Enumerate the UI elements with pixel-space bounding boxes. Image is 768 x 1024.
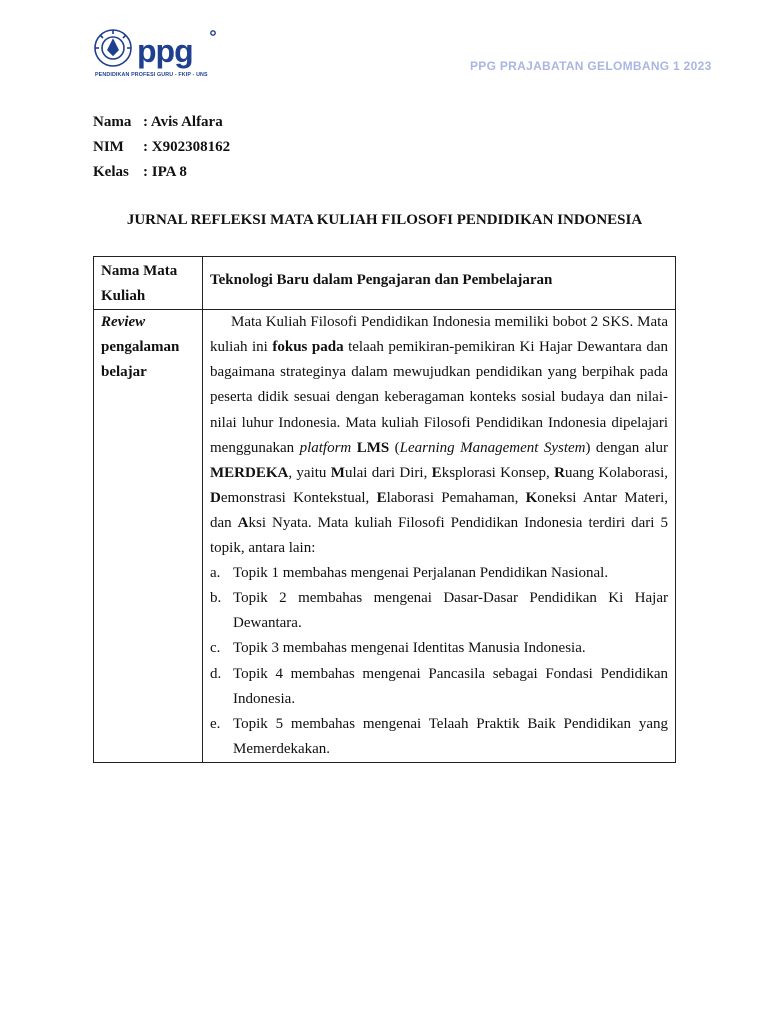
- review-paragraph: [210, 310, 668, 561]
- list-item-text: Topik 2 membahas mengenai Dasar-Dasar Pendidikan Ki Hajar Dewantara.: [233, 590, 668, 632]
- text-run: ksi Nyata. Mata kuliah Filosofi Pendidikan Indonesia terdiri dari 5 topik, antara lain:: [210, 514, 668, 557]
- identity-row-kelas: [93, 160, 230, 185]
- table-row: [94, 257, 676, 310]
- text-run: telaah pemikiran-pemikiran Ki Hajar Dewantara dan bagaimana strateginya dalam mewujudkan pendidikan yang berpihak pada peserta didik sesuai dengan keberagaman konteks sosial budaya dan nilai-nilai luhur Indonesia. Mata kuliah Filosofi Pendidikan Indonesia dipelajari menggunakan: [210, 339, 669, 456]
- text-run: , yaitu: [288, 464, 331, 481]
- list-item: [210, 561, 668, 586]
- review-label-line3: belajar: [101, 364, 147, 381]
- bold-run: MERDEKA: [210, 464, 289, 481]
- list-item: [210, 636, 668, 661]
- list-item: [210, 586, 668, 636]
- acronym-letter: M: [330, 464, 345, 481]
- program-label: PPG PRAJABATAN GELOMBANG 1 2023: [470, 59, 712, 73]
- list-item-text: Topik 5 membahas mengenai Telaah Praktik Baik Pendidikan yang Memerdekakan.: [233, 715, 668, 757]
- list-item-text: Topik 3 membahas mengenai Identitas Manusia Indonesia.: [233, 640, 586, 657]
- logo-subtitle: PENDIDIKAN PROFESI GURU - FKIP - UNS: [95, 72, 208, 78]
- identity-label: Kelas: [93, 164, 129, 180]
- subject-label-cell: [94, 257, 203, 310]
- italic-run: Learning Management System: [399, 439, 586, 456]
- text-run: emonstrasi Kontekstual,: [220, 489, 377, 506]
- subject-title: Teknologi Baru dalam Pengajaran dan Pembelajaran: [210, 272, 553, 288]
- text-run: Mata Kuliah Filosofi Pendidikan Indonesia memiliki bobot 2 SKS. Mata kuliah ini: [210, 314, 668, 356]
- list-marker: c.: [210, 640, 221, 657]
- review-body-cell: [203, 310, 676, 763]
- identity-value: : X902308162: [143, 139, 231, 155]
- identity-row-nim: [93, 135, 230, 160]
- list-item: [210, 712, 668, 762]
- review-label-cell: [94, 310, 203, 763]
- identity-value: : IPA 8: [143, 164, 187, 180]
- identity-label: Nama: [93, 114, 132, 130]
- text-run: ulai dari Diri,: [344, 464, 432, 481]
- list-marker: d.: [210, 665, 222, 682]
- identity-label: NIM: [93, 139, 124, 155]
- ppg-logo-graphic: [93, 28, 223, 72]
- identity-value: : Avis Alfara: [143, 114, 223, 130]
- uns-emblem-icon: [95, 30, 131, 66]
- text-run: ) dengan alur: [585, 439, 669, 456]
- list-marker: e.: [210, 715, 221, 732]
- journal-table: [93, 256, 676, 763]
- text-run: (: [389, 439, 400, 456]
- text-run: oneksi Antar Materi, dan: [210, 489, 668, 531]
- identity-row-nama: [93, 110, 230, 135]
- acronym-letter: D: [210, 489, 221, 506]
- review-label-line2: pengalaman: [101, 339, 180, 356]
- table-row: [94, 310, 676, 763]
- subject-label-line2: Kuliah: [101, 288, 146, 305]
- list-item-text: Topik 4 membahas mengenai Pancasila sebagai Fondasi Pendidikan Indonesia.: [233, 665, 668, 707]
- bold-run: LMS: [356, 439, 390, 456]
- text-run: ksplorasi Konsep,: [441, 464, 555, 481]
- acronym-letter: K: [525, 489, 538, 506]
- text-run: laborasi Pemahaman,: [386, 489, 526, 506]
- topic-list: [210, 561, 668, 762]
- acronym-letter: E: [431, 464, 442, 481]
- list-item-text: Topik 1 membahas mengenai Perjalanan Pendidikan Nasional.: [233, 565, 609, 582]
- logo-dot-icon: [211, 31, 215, 35]
- document-title: JURNAL REFLEKSI MATA KULIAH FILOSOFI PENDIDIKAN INDONESIA: [126, 212, 643, 228]
- list-marker: b.: [210, 590, 222, 607]
- ppg-logo: [93, 28, 233, 84]
- list-item: [210, 662, 668, 712]
- list-marker: a.: [210, 565, 221, 582]
- italic-run: platform: [299, 439, 352, 456]
- logo-wordmark: PPG: [137, 33, 193, 69]
- subject-label-line1: Nama Mata: [101, 263, 178, 279]
- acronym-letter: A: [237, 514, 249, 531]
- bold-run: fokus pada: [272, 339, 344, 356]
- text-run: uang Kolaborasi,: [564, 464, 668, 481]
- acronym-letter: E: [376, 489, 387, 506]
- identity-block: [93, 110, 230, 185]
- subject-value-cell: [203, 257, 676, 310]
- review-label-line1: Review: [101, 314, 146, 331]
- acronym-letter: R: [554, 464, 565, 481]
